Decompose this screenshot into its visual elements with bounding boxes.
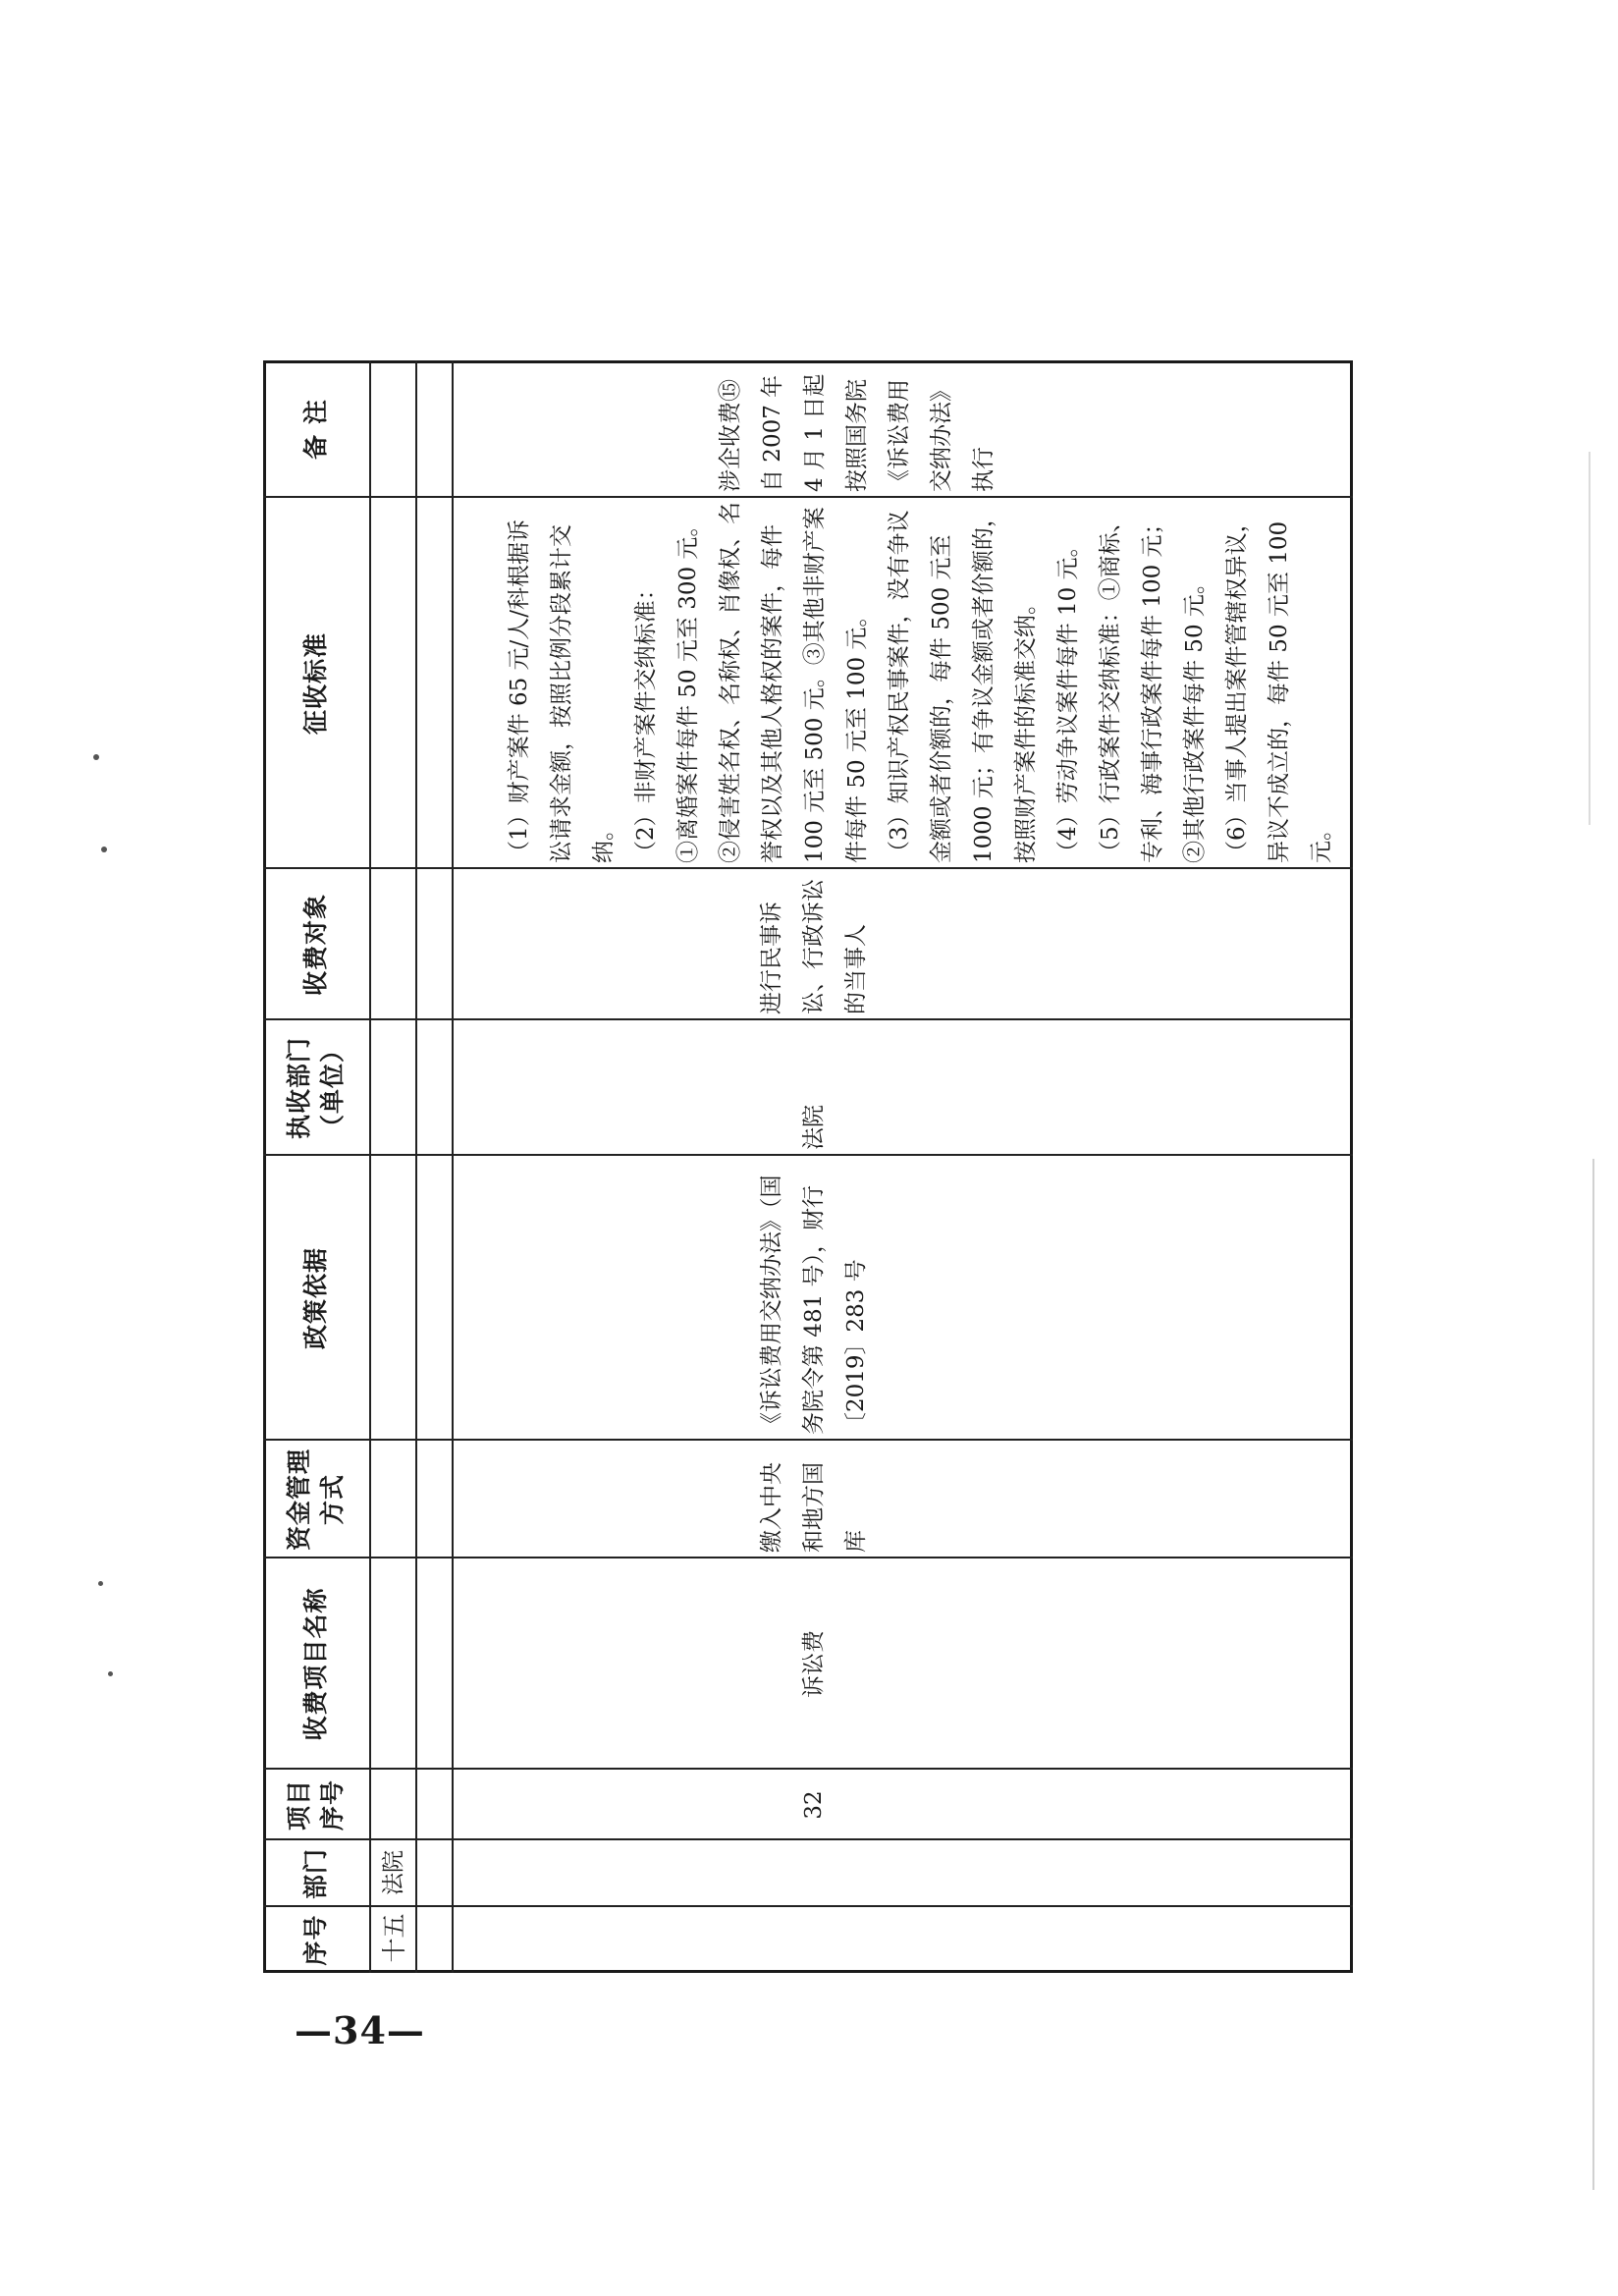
header-remarks: 备 注	[301, 399, 330, 460]
header-department: 部门	[301, 1848, 330, 1900]
col-divider	[263, 1018, 1353, 1020]
item-seq: 32	[801, 1790, 827, 1820]
header-divider	[369, 360, 371, 1973]
collecting-dept: 法院	[801, 1105, 827, 1150]
header-seq: 序号	[301, 1914, 330, 1966]
fund-management: 缴入中央和地方国库	[759, 1462, 869, 1553]
row-divider	[452, 360, 454, 1973]
header-policy-basis: 政策依据	[301, 1247, 330, 1350]
item-name: 诉讼费	[801, 1630, 827, 1698]
page-number: —34—	[295, 2008, 425, 2052]
col-divider	[263, 867, 1353, 869]
standard-line-2: （2）非财产案件交纳标准：	[633, 577, 659, 863]
col-divider	[263, 1768, 1353, 1770]
scan-speck	[93, 754, 99, 760]
standard-line-7: （6）当事人提出案件管辖权异议，异议不成立的，每件 50 元至 100 元。	[1224, 510, 1334, 863]
remarks-text	[710, 364, 1005, 492]
col-divider	[263, 1154, 1353, 1156]
section-department: 法院	[381, 1850, 406, 1895]
scan-edge-line	[1592, 1159, 1594, 2190]
scan-speck	[108, 1671, 113, 1676]
header-item-name: 收费项目名称	[301, 1587, 330, 1741]
col-divider	[263, 1557, 1353, 1558]
standard-line-5: （4）劳动争议案件每件 10 元。	[1055, 534, 1081, 863]
scan-speck	[101, 847, 107, 852]
remarks-line-2: 自 2007 年 4 月 1 日起按照国务院《诉讼费用交纳办法》执行	[760, 373, 997, 492]
header-standard: 征收标准	[301, 632, 330, 736]
col-divider	[263, 1838, 1353, 1840]
payer: 进行民事诉讼、行政诉讼的当事人	[759, 879, 869, 1014]
scan-edge-line	[1589, 452, 1591, 825]
header-item-seq: 项目 序号	[285, 1779, 347, 1831]
header-payer: 收费对象	[301, 894, 330, 997]
col-divider	[263, 1439, 1353, 1441]
scan-speck	[98, 1581, 103, 1586]
header-fund-management: 资金管理 方式	[285, 1449, 347, 1552]
remarks-line-1: 涉企收费⑮	[718, 379, 743, 492]
row-divider	[415, 360, 417, 1973]
section-seq: 十五	[380, 1913, 408, 1963]
fee-table	[263, 360, 1353, 1973]
standard-line-6: （5）行政案件交纳标准：①商标、专利、海事行政案件每件 100 元；②其他行政案件每件 50 元。	[1098, 510, 1208, 863]
standard-text	[499, 502, 1343, 863]
col-divider	[263, 496, 1353, 498]
standard-line-4: （3）知识产权民事案件，没有争议金额或者价额的，每件 500 元至 1000 元；有争议金额或者价额的，按照财产案件的标准交纳。	[887, 505, 1039, 863]
col-divider	[263, 1905, 1353, 1907]
policy-basis: 《诉讼费用交纳办法》（国务院令第 481 号），财行〔2019〕283 号	[759, 1175, 869, 1435]
header-collecting-dept: 执收部门 （单位）	[285, 1037, 347, 1140]
standard-line-3: ①离婚案件每件 50 元至 300 元。②侵害姓名权、名称权、肖像权、名誉权以及其他人格权的案件，每件 100 元至 500 元。③其他非财产案件每件 50 元至 100 元。	[675, 502, 870, 863]
standard-line-1: （1）财产案件 65 元/人/科根据诉讼请求金额，按照比例分段累计交纳。	[507, 519, 617, 863]
